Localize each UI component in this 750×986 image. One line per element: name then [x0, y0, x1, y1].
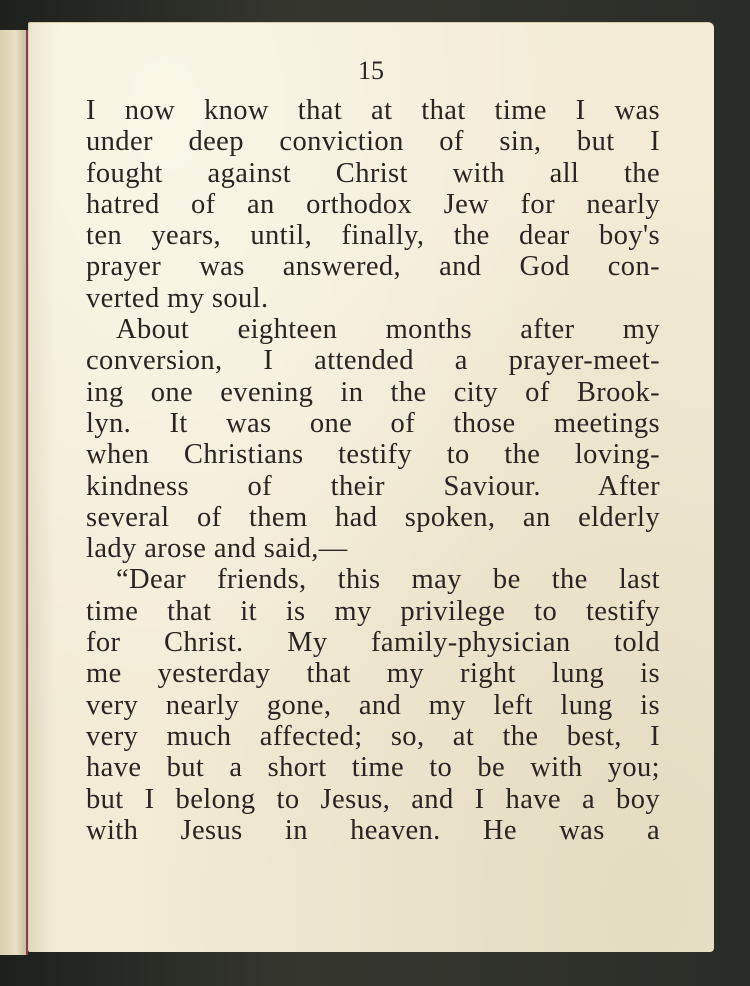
- text-line: “Dear friends, this may be the last: [116, 564, 660, 596]
- text-line: lyn. It was one of those meetings: [86, 407, 660, 439]
- previous-page-edge: [0, 30, 28, 955]
- text-line: verted my soul.: [86, 282, 269, 314]
- text-line: lady arose and said,—: [86, 533, 348, 565]
- text-line: when Christians testify to the loving-: [86, 439, 660, 471]
- text-line: with Jesus in heaven. He was a: [86, 814, 660, 846]
- text-line: ten years, until, finally, the dear boy's: [86, 220, 660, 252]
- text-line: kindness of their Saviour. After: [86, 470, 660, 502]
- text-line: for Christ. My family-physician told: [86, 627, 660, 659]
- text-line: fought against Christ with all the: [86, 157, 660, 189]
- text-line: hatred of an orthodox Jew for nearly: [86, 188, 660, 220]
- text-line: ing one evening in the city of Brook-: [86, 376, 660, 408]
- page-number: 15: [358, 56, 384, 85]
- text-line: under deep conviction of sin, but I: [86, 126, 660, 158]
- text-line: I now know that at that time I was: [86, 95, 660, 126]
- text-line: About eighteen months after my: [116, 314, 660, 346]
- text-line: but I belong to Jesus, and I have a boy: [86, 783, 660, 815]
- text-line: me yesterday that my right lung is: [86, 658, 660, 690]
- text-line: several of them had spoken, an elderly: [86, 501, 660, 533]
- text-line: time that it is my privilege to testify: [86, 595, 660, 627]
- book-page: [28, 22, 714, 952]
- text-line: prayer was answered, and God con-: [86, 251, 660, 283]
- body-text: [86, 95, 660, 846]
- text-line: have but a short time to be with you;: [86, 752, 660, 784]
- text-line: very nearly gone, and my left lung is: [86, 689, 660, 721]
- text-line: conversion, I attended a prayer-meet-: [86, 345, 660, 377]
- text-line: very much affected; so, at the best, I: [86, 720, 660, 752]
